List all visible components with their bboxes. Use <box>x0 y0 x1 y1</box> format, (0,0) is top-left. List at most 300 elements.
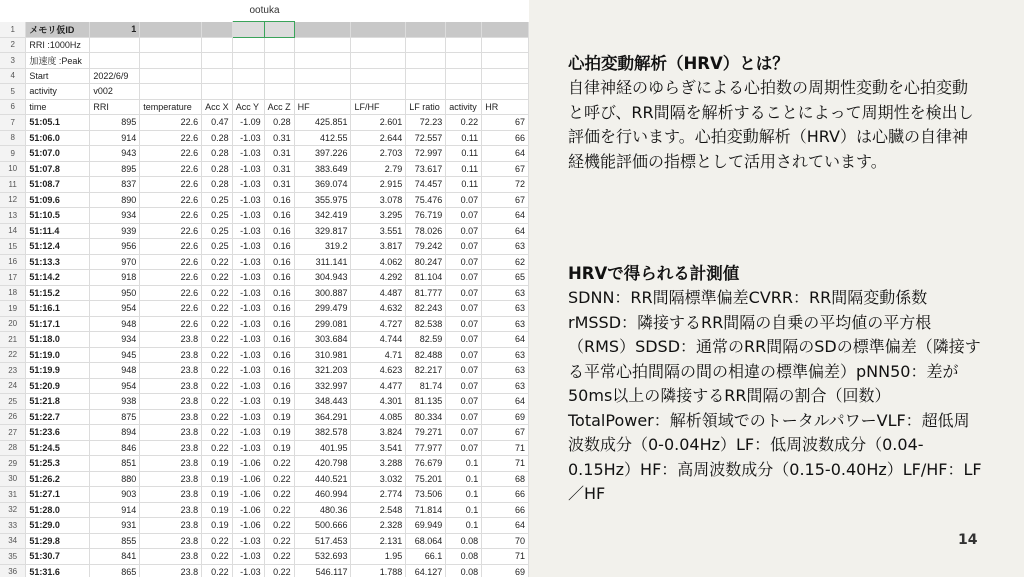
sheet-cell[interactable]: -1.03 <box>232 285 264 301</box>
sheet-cell[interactable] <box>351 22 406 38</box>
sheet-cell[interactable]: 0.19 <box>202 471 233 487</box>
sheet-cell[interactable]: 440.521 <box>294 471 351 487</box>
sheet-cell[interactable]: 841 <box>90 549 140 565</box>
sheet-cell[interactable]: 4.477 <box>351 378 406 394</box>
sheet-cell[interactable]: -1.03 <box>232 394 264 410</box>
sheet-cell[interactable]: 23.8 <box>140 409 202 425</box>
sheet-cell[interactable] <box>232 84 264 100</box>
sheet-cell[interactable]: 0.22 <box>202 347 233 363</box>
sheet-cell[interactable]: 51:28.0 <box>26 502 90 518</box>
sheet-cell[interactable]: 51:08.7 <box>26 177 90 193</box>
sheet-cell[interactable]: 4.292 <box>351 270 406 286</box>
sheet-cell[interactable]: 2.703 <box>351 146 406 162</box>
sheet-cell[interactable]: 66 <box>482 487 529 503</box>
sheet-cell[interactable]: -1.03 <box>232 161 264 177</box>
sheet-cell[interactable]: 0.22 <box>202 363 233 379</box>
sheet-cell[interactable]: 0.22 <box>264 549 294 565</box>
sheet-cell[interactable]: 3.078 <box>351 192 406 208</box>
sheet-cell[interactable]: -1.03 <box>232 301 264 317</box>
sheet-cell[interactable]: 401.95 <box>294 440 351 456</box>
sheet-cell[interactable]: 948 <box>90 363 140 379</box>
sheet-cell[interactable]: 71 <box>482 456 529 472</box>
sheet-cell[interactable]: -1.09 <box>232 115 264 131</box>
sheet-cell[interactable]: 63 <box>482 316 529 332</box>
sheet-cell[interactable]: 931 <box>90 518 140 534</box>
sheet-cell[interactable]: 420.798 <box>294 456 351 472</box>
sheet-cell[interactable]: 79.271 <box>406 425 446 441</box>
sheet-cell[interactable]: -1.06 <box>232 487 264 503</box>
sheet-cell[interactable]: 0.16 <box>264 285 294 301</box>
sheet-cell[interactable]: 914 <box>90 130 140 146</box>
sheet-cell[interactable]: 0.22 <box>264 518 294 534</box>
sheet-cell[interactable]: 299.479 <box>294 301 351 317</box>
sheet-cell[interactable]: 63 <box>482 378 529 394</box>
sheet-cell[interactable]: 4.062 <box>351 254 406 270</box>
sheet-cell[interactable]: LF ratio <box>406 99 446 115</box>
sheet-cell[interactable]: 0.22 <box>202 409 233 425</box>
sheet-cell[interactable]: 82.59 <box>406 332 446 348</box>
sheet-cell[interactable]: time <box>26 99 90 115</box>
sheet-cell[interactable]: 0.25 <box>202 239 233 255</box>
sheet-cell[interactable]: 23.8 <box>140 332 202 348</box>
sheet-cell[interactable] <box>202 37 233 53</box>
sheet-cell[interactable]: 865 <box>90 564 140 577</box>
sheet-cell[interactable]: 4.301 <box>351 394 406 410</box>
sheet-cell[interactable] <box>264 68 294 84</box>
sheet-cell[interactable]: -1.03 <box>232 192 264 208</box>
sheet-cell[interactable]: 73.617 <box>406 161 446 177</box>
sheet-cell[interactable]: 0.07 <box>446 192 482 208</box>
sheet-cell[interactable]: 22.6 <box>140 223 202 239</box>
sheet-cell[interactable]: 956 <box>90 239 140 255</box>
sheet-cell[interactable]: 0.16 <box>264 208 294 224</box>
sheet-cell[interactable]: 0.22 <box>202 316 233 332</box>
sheet-cell[interactable]: 0.22 <box>202 301 233 317</box>
sheet-cell[interactable]: 4.085 <box>351 409 406 425</box>
sheet-cell[interactable]: 0.08 <box>446 549 482 565</box>
sheet-cell[interactable]: 67 <box>482 115 529 131</box>
sheet-cell[interactable]: 0.31 <box>264 146 294 162</box>
sheet-cell[interactable]: 78.026 <box>406 223 446 239</box>
sheet-cell[interactable]: 75.201 <box>406 471 446 487</box>
sheet-cell[interactable]: 0.16 <box>264 378 294 394</box>
sheet-cell[interactable]: 0.16 <box>264 316 294 332</box>
sheet-cell[interactable]: 546.117 <box>294 564 351 577</box>
sheet-cell[interactable]: RRI :1000Hz <box>26 37 90 53</box>
sheet-cell[interactable]: 0.19 <box>264 440 294 456</box>
sheet-cell[interactable]: 64 <box>482 518 529 534</box>
sheet-cell[interactable]: 3.824 <box>351 425 406 441</box>
sheet-cell[interactable]: 0.22 <box>202 332 233 348</box>
sheet-cell[interactable]: 846 <box>90 440 140 456</box>
sheet-cell[interactable] <box>406 68 446 84</box>
sheet-cell[interactable]: Start <box>26 68 90 84</box>
sheet-cell[interactable]: 64.127 <box>406 564 446 577</box>
sheet-cell[interactable]: 0.07 <box>446 301 482 317</box>
sheet-cell[interactable]: 2.601 <box>351 115 406 131</box>
sheet-cell[interactable]: 64 <box>482 394 529 410</box>
sheet-cell[interactable]: 332.997 <box>294 378 351 394</box>
sheet-cell[interactable]: 51:25.3 <box>26 456 90 472</box>
sheet-cell[interactable]: 81.74 <box>406 378 446 394</box>
sheet-cell[interactable]: 311.141 <box>294 254 351 270</box>
sheet-cell[interactable]: 0.07 <box>446 409 482 425</box>
sheet-cell[interactable]: 0.07 <box>446 285 482 301</box>
sheet-cell[interactable]: 918 <box>90 270 140 286</box>
sheet-cell[interactable]: 914 <box>90 502 140 518</box>
sheet-cell[interactable] <box>351 37 406 53</box>
sheet-cell[interactable]: 0.22 <box>202 378 233 394</box>
sheet-cell[interactable]: 51:27.1 <box>26 487 90 503</box>
sheet-cell[interactable]: 71 <box>482 549 529 565</box>
sheet-cell[interactable]: 67 <box>482 161 529 177</box>
sheet-cell[interactable]: 51:13.3 <box>26 254 90 270</box>
sheet-cell[interactable]: 0.22 <box>202 254 233 270</box>
sheet-cell[interactable]: 81.777 <box>406 285 446 301</box>
sheet-cell[interactable]: Acc Z <box>264 99 294 115</box>
sheet-cell[interactable]: 66 <box>482 130 529 146</box>
sheet-cell[interactable]: 950 <box>90 285 140 301</box>
sheet-cell[interactable]: 62 <box>482 254 529 270</box>
sheet-cell[interactable]: 412.55 <box>294 130 351 146</box>
sheet-cell[interactable]: 51:20.9 <box>26 378 90 394</box>
sheet-cell[interactable]: 0.16 <box>264 254 294 270</box>
sheet-cell[interactable]: 0.28 <box>264 115 294 131</box>
sheet-cell[interactable]: 51:15.2 <box>26 285 90 301</box>
sheet-cell[interactable] <box>446 37 482 53</box>
sheet-cell[interactable]: -1.03 <box>232 208 264 224</box>
sheet-cell[interactable]: 51:16.1 <box>26 301 90 317</box>
sheet-cell[interactable] <box>351 68 406 84</box>
sheet-cell[interactable]: 22.6 <box>140 161 202 177</box>
sheet-cell[interactable]: 0.22 <box>264 471 294 487</box>
sheet-cell[interactable]: 0.1 <box>446 502 482 518</box>
sheet-cell[interactable]: 0.07 <box>446 394 482 410</box>
sheet-cell[interactable]: 4.744 <box>351 332 406 348</box>
sheet-cell[interactable]: 4.632 <box>351 301 406 317</box>
sheet-cell[interactable] <box>294 37 351 53</box>
sheet-cell[interactable]: 23.8 <box>140 378 202 394</box>
sheet-cell[interactable]: 938 <box>90 394 140 410</box>
sheet-cell[interactable]: 310.981 <box>294 347 351 363</box>
sheet-cell[interactable]: 3.541 <box>351 440 406 456</box>
sheet-cell[interactable]: 51:19.0 <box>26 347 90 363</box>
sheet-cell[interactable] <box>202 22 233 38</box>
sheet-cell[interactable]: 23.8 <box>140 549 202 565</box>
sheet-cell[interactable]: 74.457 <box>406 177 446 193</box>
sheet-cell[interactable]: 851 <box>90 456 140 472</box>
sheet-cell[interactable]: 22.6 <box>140 285 202 301</box>
sheet-cell[interactable]: 0.22 <box>202 549 233 565</box>
sheet-cell[interactable]: 23.8 <box>140 502 202 518</box>
sheet-cell[interactable] <box>446 22 482 38</box>
sheet-cell[interactable] <box>482 68 529 84</box>
sheet-cell[interactable] <box>482 84 529 100</box>
sheet-cell[interactable]: 0.11 <box>446 130 482 146</box>
sheet-cell[interactable]: 51:12.4 <box>26 239 90 255</box>
sheet-cell[interactable]: -1.03 <box>232 440 264 456</box>
sheet-cell[interactable]: 4.487 <box>351 285 406 301</box>
sheet-cell[interactable]: 51:31.6 <box>26 564 90 577</box>
sheet-cell[interactable]: HR <box>482 99 529 115</box>
sheet-cell[interactable]: 0.19 <box>202 456 233 472</box>
sheet-cell[interactable] <box>294 53 351 69</box>
sheet-cell[interactable]: 0.19 <box>202 502 233 518</box>
sheet-cell[interactable] <box>294 22 351 38</box>
sheet-cell[interactable] <box>140 84 202 100</box>
selected-cell[interactable] <box>232 22 264 38</box>
sheet-cell[interactable]: 500.666 <box>294 518 351 534</box>
sheet-cell[interactable] <box>446 53 482 69</box>
sheet-cell[interactable]: 880 <box>90 471 140 487</box>
sheet-cell[interactable]: v002 <box>90 84 140 100</box>
sheet-cell[interactable]: 51:29.8 <box>26 533 90 549</box>
sheet-cell[interactable]: 63 <box>482 301 529 317</box>
sheet-cell[interactable]: 22.6 <box>140 130 202 146</box>
sheet-cell[interactable]: 2.131 <box>351 533 406 549</box>
sheet-cell[interactable]: 0.11 <box>446 146 482 162</box>
sheet-cell[interactable]: 0.19 <box>202 518 233 534</box>
sheet-cell[interactable] <box>406 37 446 53</box>
sheet-cell[interactable]: 934 <box>90 208 140 224</box>
sheet-cell[interactable]: 0.28 <box>202 130 233 146</box>
sheet-cell[interactable]: 51:22.7 <box>26 409 90 425</box>
sheet-cell[interactable]: 23.8 <box>140 471 202 487</box>
sheet-cell[interactable]: 76.679 <box>406 456 446 472</box>
sheet-cell[interactable]: 82.217 <box>406 363 446 379</box>
sheet-cell[interactable]: 0.22 <box>202 425 233 441</box>
sheet-cell[interactable]: 加速度 :Peak <box>26 53 90 69</box>
sheet-cell[interactable]: 0.19 <box>264 425 294 441</box>
sheet-cell[interactable]: 68.064 <box>406 533 446 549</box>
sheet-cell[interactable]: 22.6 <box>140 192 202 208</box>
sheet-cell[interactable]: 51:10.5 <box>26 208 90 224</box>
sheet-cell[interactable]: LF/HF <box>351 99 406 115</box>
sheet-cell[interactable]: 22.6 <box>140 254 202 270</box>
sheet-cell[interactable]: 23.8 <box>140 440 202 456</box>
sheet-cell[interactable]: 0.22 <box>202 564 233 577</box>
sheet-cell[interactable]: 22.6 <box>140 301 202 317</box>
sheet-cell[interactable]: -1.03 <box>232 363 264 379</box>
sheet-cell[interactable]: 894 <box>90 425 140 441</box>
sheet-cell[interactable]: 80.247 <box>406 254 446 270</box>
sheet-cell[interactable]: 0.1 <box>446 456 482 472</box>
sheet-cell[interactable]: 0.1 <box>446 471 482 487</box>
sheet-cell[interactable] <box>140 53 202 69</box>
sheet-cell[interactable]: 51:07.0 <box>26 146 90 162</box>
sheet-cell[interactable]: 517.453 <box>294 533 351 549</box>
sheet-cell[interactable]: 948 <box>90 316 140 332</box>
sheet-cell[interactable]: 72.557 <box>406 130 446 146</box>
sheet-cell[interactable]: 0.07 <box>446 425 482 441</box>
sheet-cell[interactable]: 0.22 <box>264 456 294 472</box>
sheet-cell[interactable] <box>294 68 351 84</box>
sheet-cell[interactable]: 82.538 <box>406 316 446 332</box>
sheet-cell[interactable]: 0.07 <box>446 363 482 379</box>
sheet-cell[interactable]: 2.328 <box>351 518 406 534</box>
sheet-cell[interactable]: 0.08 <box>446 564 482 577</box>
sheet-cell[interactable]: 70 <box>482 533 529 549</box>
sheet-cell[interactable]: 67 <box>482 425 529 441</box>
sheet-cell[interactable]: -1.03 <box>232 130 264 146</box>
sheet-cell[interactable]: 299.081 <box>294 316 351 332</box>
sheet-cell[interactable]: 51:09.6 <box>26 192 90 208</box>
sheet-cell[interactable]: -1.03 <box>232 378 264 394</box>
sheet-cell[interactable]: 64 <box>482 332 529 348</box>
sheet-cell[interactable]: 72.997 <box>406 146 446 162</box>
sheet-cell[interactable]: -1.03 <box>232 533 264 549</box>
sheet-cell[interactable]: -1.03 <box>232 564 264 577</box>
sheet-cell[interactable]: 69.949 <box>406 518 446 534</box>
sheet-cell[interactable] <box>351 53 406 69</box>
sheet-cell[interactable]: -1.03 <box>232 223 264 239</box>
sheet-cell[interactable]: -1.06 <box>232 518 264 534</box>
sheet-cell[interactable] <box>446 68 482 84</box>
sheet-cell[interactable]: 3.295 <box>351 208 406 224</box>
sheet-cell[interactable]: -1.03 <box>232 239 264 255</box>
sheet-cell[interactable]: 76.719 <box>406 208 446 224</box>
sheet-cell[interactable]: 2.644 <box>351 130 406 146</box>
sheet-cell[interactable]: 23.8 <box>140 487 202 503</box>
sheet-cell[interactable]: 0.22 <box>202 285 233 301</box>
sheet-cell[interactable]: 895 <box>90 161 140 177</box>
sheet-cell[interactable]: 837 <box>90 177 140 193</box>
sheet-cell[interactable]: 51:14.2 <box>26 270 90 286</box>
sheet-cell[interactable]: 382.578 <box>294 425 351 441</box>
sheet-cell[interactable]: 81.135 <box>406 394 446 410</box>
sheet-cell[interactable]: 22.6 <box>140 177 202 193</box>
sheet-cell[interactable]: 81.104 <box>406 270 446 286</box>
sheet-cell[interactable]: 0.19 <box>264 409 294 425</box>
sheet-cell[interactable]: 0.16 <box>264 239 294 255</box>
sheet-cell[interactable]: 2.79 <box>351 161 406 177</box>
sheet-cell[interactable]: 0.28 <box>202 146 233 162</box>
sheet-cell[interactable]: 22.6 <box>140 316 202 332</box>
sheet-cell[interactable]: 22.6 <box>140 270 202 286</box>
sheet-cell[interactable] <box>264 84 294 100</box>
sheet-cell[interactable] <box>202 53 233 69</box>
sheet-cell[interactable]: 51:24.5 <box>26 440 90 456</box>
sheet-cell[interactable] <box>351 84 406 100</box>
sheet-cell[interactable] <box>406 53 446 69</box>
sheet-cell[interactable]: 23.8 <box>140 347 202 363</box>
sheet-cell[interactable]: 69 <box>482 564 529 577</box>
sheet-cell[interactable]: 51:19.9 <box>26 363 90 379</box>
sheet-cell[interactable]: 0.28 <box>202 161 233 177</box>
sheet-cell[interactable]: 22.6 <box>140 239 202 255</box>
sheet-cell[interactable] <box>202 84 233 100</box>
sheet-cell[interactable]: 3.288 <box>351 456 406 472</box>
sheet-cell[interactable]: 63 <box>482 285 529 301</box>
sheet-cell[interactable]: 2.548 <box>351 502 406 518</box>
sheet-cell[interactable]: 1.788 <box>351 564 406 577</box>
sheet-cell[interactable]: 51:11.4 <box>26 223 90 239</box>
sheet-cell[interactable]: 64 <box>482 146 529 162</box>
sheet-cell[interactable]: activity <box>26 84 90 100</box>
sheet-cell[interactable]: 0.25 <box>202 223 233 239</box>
sheet-cell[interactable] <box>90 53 140 69</box>
sheet-cell[interactable]: -1.03 <box>232 549 264 565</box>
sheet-cell[interactable]: 934 <box>90 332 140 348</box>
sheet-cell[interactable]: temperature <box>140 99 202 115</box>
sheet-cell[interactable]: 67 <box>482 192 529 208</box>
sheet-cell[interactable]: 22.6 <box>140 208 202 224</box>
sheet-cell[interactable]: 77.977 <box>406 440 446 456</box>
sheet-cell[interactable]: 383.649 <box>294 161 351 177</box>
sheet-cell[interactable]: 63 <box>482 239 529 255</box>
sheet-cell[interactable]: 954 <box>90 378 140 394</box>
sheet-cell[interactable]: 0.07 <box>446 208 482 224</box>
sheet-cell[interactable]: 0.07 <box>446 347 482 363</box>
sheet-cell[interactable]: 64 <box>482 208 529 224</box>
sheet-cell[interactable]: -1.06 <box>232 502 264 518</box>
sheet-cell[interactable]: 23.8 <box>140 394 202 410</box>
sheet-cell[interactable]: 0.16 <box>264 223 294 239</box>
sheet-cell[interactable]: 319.2 <box>294 239 351 255</box>
sheet-cell[interactable]: 23.8 <box>140 425 202 441</box>
sheet-cell[interactable]: 51:26.2 <box>26 471 90 487</box>
sheet-cell[interactable] <box>406 22 446 38</box>
sheet-cell[interactable]: 23.8 <box>140 456 202 472</box>
sheet-cell[interactable]: 4.71 <box>351 347 406 363</box>
sheet-cell[interactable]: 425.851 <box>294 115 351 131</box>
sheet-cell[interactable]: 0.22 <box>202 270 233 286</box>
sheet-cell[interactable]: 890 <box>90 192 140 208</box>
sheet-cell[interactable]: 0.16 <box>264 363 294 379</box>
sheet-cell[interactable]: activity <box>446 99 482 115</box>
sheet-cell[interactable]: 3.032 <box>351 471 406 487</box>
sheet-cell[interactable]: 939 <box>90 223 140 239</box>
sheet-cell[interactable] <box>232 37 264 53</box>
sheet-cell[interactable]: 0.31 <box>264 130 294 146</box>
sheet-cell[interactable]: 945 <box>90 347 140 363</box>
sheet-cell[interactable]: 4.623 <box>351 363 406 379</box>
sheet-cell[interactable]: 397.226 <box>294 146 351 162</box>
sheet-cell[interactable]: 329.817 <box>294 223 351 239</box>
sheet-cell[interactable]: 3.551 <box>351 223 406 239</box>
sheet-cell[interactable]: 364.291 <box>294 409 351 425</box>
sheet-cell[interactable]: 342.419 <box>294 208 351 224</box>
sheet-cell[interactable]: 0.22 <box>202 533 233 549</box>
sheet-cell[interactable]: 51:05.1 <box>26 115 90 131</box>
sheet-cell[interactable]: 51:06.0 <box>26 130 90 146</box>
sheet-cell[interactable] <box>140 22 202 38</box>
sheet-cell[interactable]: 903 <box>90 487 140 503</box>
sheet-cell[interactable]: 0.07 <box>446 378 482 394</box>
sheet-cell[interactable]: -1.03 <box>232 409 264 425</box>
sheet-cell[interactable]: HF <box>294 99 351 115</box>
sheet-cell[interactable]: 51:17.1 <box>26 316 90 332</box>
sheet-cell[interactable]: メモリ仮ID <box>26 22 90 38</box>
sheet-cell[interactable]: 51:29.0 <box>26 518 90 534</box>
sheet-cell[interactable] <box>232 68 264 84</box>
sheet-cell[interactable]: -1.06 <box>232 471 264 487</box>
sheet-cell[interactable]: 2022/6/9 <box>90 68 140 84</box>
sheet-cell[interactable]: 0.31 <box>264 161 294 177</box>
sheet-cell[interactable]: 22.6 <box>140 115 202 131</box>
sheet-cell[interactable] <box>232 53 264 69</box>
sheet-cell[interactable]: 0.22 <box>264 487 294 503</box>
sheet-cell[interactable]: 0.11 <box>446 161 482 177</box>
sheet-cell[interactable] <box>90 37 140 53</box>
sheet-cell[interactable]: 51:30.7 <box>26 549 90 565</box>
sheet-cell[interactable]: 321.203 <box>294 363 351 379</box>
sheet-cell[interactable] <box>140 68 202 84</box>
sheet-cell[interactable] <box>482 22 529 38</box>
sheet-cell[interactable]: 303.684 <box>294 332 351 348</box>
sheet-cell[interactable]: 82.488 <box>406 347 446 363</box>
sheet-cell[interactable]: 82.243 <box>406 301 446 317</box>
